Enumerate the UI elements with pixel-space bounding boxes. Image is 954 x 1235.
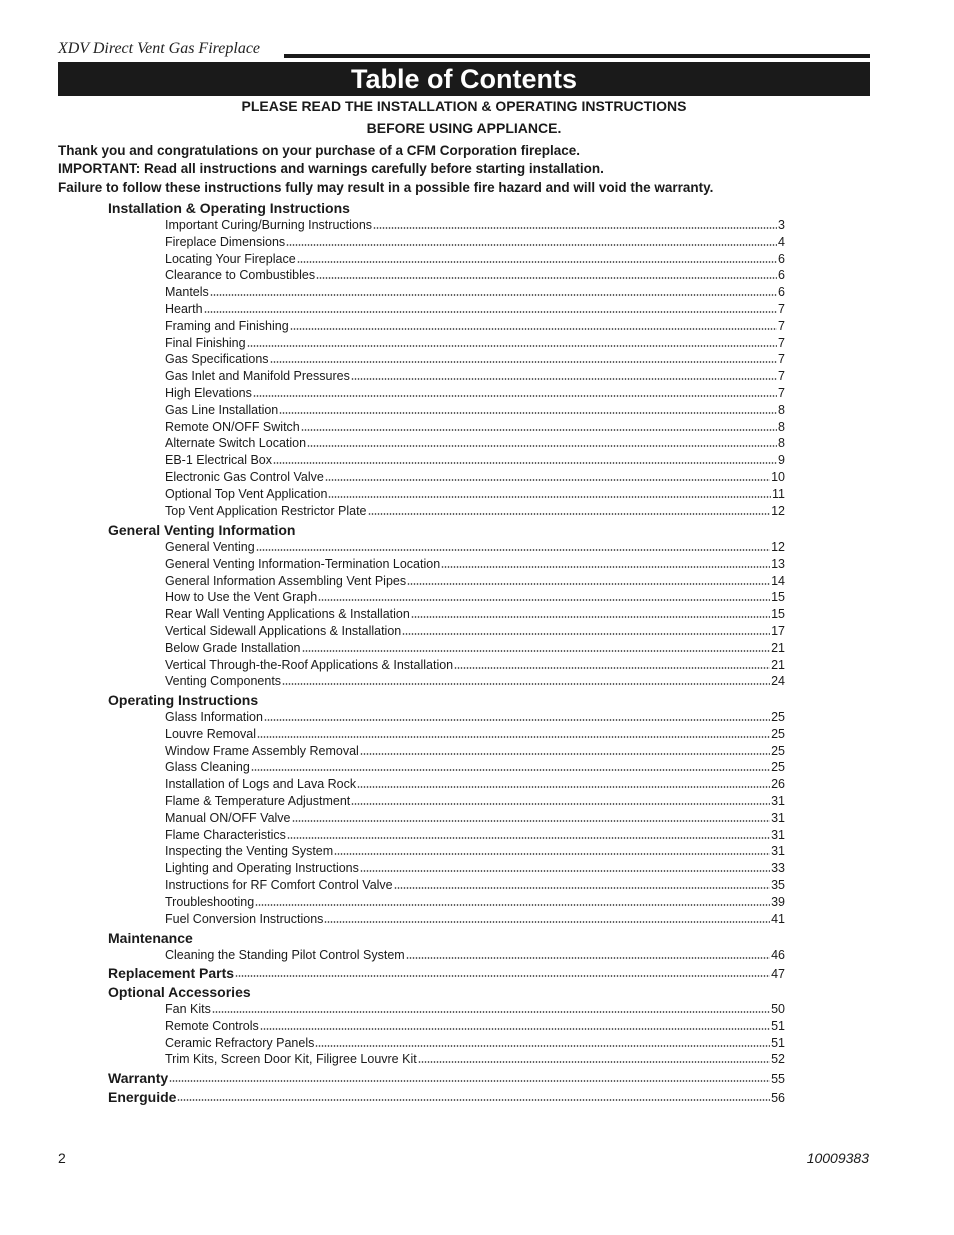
leader-dots — [360, 753, 770, 755]
toc-entry-label: Alternate Switch Location — [165, 436, 307, 451]
toc-entry[interactable] — [165, 402, 785, 418]
toc-entry-label: Fuel Conversion Instructions — [165, 911, 324, 926]
leader-dots — [315, 1045, 770, 1047]
toc-entry-page: 31 — [771, 827, 785, 842]
toc-entry[interactable] — [165, 657, 785, 673]
leader-dots — [394, 887, 770, 889]
leader-dots — [402, 633, 770, 635]
leader-dots — [253, 395, 777, 397]
toc-entry-page: 25 — [771, 710, 785, 724]
toc-entry[interactable] — [165, 368, 785, 384]
leader-dots — [204, 311, 778, 313]
toc-entry-label: EB-1 Electrical Box — [165, 453, 272, 468]
toc-entry-page: 12 — [771, 540, 785, 554]
leader-dots — [318, 599, 770, 601]
toc-entry[interactable] — [165, 503, 785, 519]
toc-entry-page: 7 — [778, 335, 785, 350]
toc-entry-page: 13 — [771, 556, 785, 571]
toc-entry[interactable] — [165, 947, 785, 963]
toc-entry[interactable] — [165, 318, 785, 334]
notice-line-2: BEFORE USING APPLIANCE. — [366, 120, 562, 136]
toc-entry[interactable] — [165, 1001, 785, 1017]
toc-entry-replacement-parts[interactable] — [108, 965, 785, 981]
leader-dots — [302, 650, 771, 652]
toc-entry-label: Cleaning the Standing Pilot Control System — [165, 948, 405, 962]
section-heading-installation: Installation & Operating Instructions — [108, 200, 350, 216]
toc-entry-label: Electronic Gas Control Valve — [165, 470, 324, 484]
document-title: XDV Direct Vent Gas Fireplace — [58, 40, 266, 58]
section-heading-maintenance: Maintenance — [108, 930, 193, 946]
toc-entry-label: Flame & Temperature Adjustment — [165, 794, 351, 808]
header-rule — [284, 54, 870, 58]
page-number: 2 — [58, 1150, 66, 1166]
toc-entry[interactable] — [165, 877, 785, 893]
toc-entry[interactable] — [165, 726, 785, 742]
toc-entry-page: 41 — [771, 911, 785, 926]
toc-entry[interactable] — [165, 623, 785, 639]
leader-dots — [235, 975, 770, 977]
toc-entry-label: Optional Top Vent Application — [165, 486, 328, 501]
toc-entry-page: 3 — [778, 218, 785, 232]
toc-entry-label: Locating Your Fireplace — [165, 251, 296, 266]
toc-entry-label: Flame Characteristics — [165, 827, 286, 842]
toc-entry[interactable] — [165, 556, 785, 572]
leader-dots — [334, 853, 770, 855]
leader-dots — [360, 870, 770, 872]
page-header — [58, 40, 870, 62]
toc-entry[interactable] — [165, 640, 785, 656]
toc-entry-label: Window Frame Assembly Removal — [165, 743, 359, 758]
toc-entry-label: Glass Information — [165, 710, 263, 724]
toc-entry-page: 52 — [771, 1052, 785, 1067]
toc-entry[interactable] — [165, 589, 785, 605]
toc-entry[interactable] — [165, 793, 785, 809]
leader-dots — [325, 479, 770, 481]
leader-dots — [454, 667, 770, 669]
toc-entry-label: Important Curing/Burning Instructions — [165, 218, 373, 232]
leader-dots — [307, 445, 777, 447]
toc-entry[interactable] — [165, 251, 785, 267]
leader-dots — [301, 429, 777, 431]
toc-entry-label: General Information Assembling Vent Pipes — [165, 573, 407, 588]
leader-dots — [210, 294, 777, 296]
toc-title: Table of Contents — [351, 64, 577, 94]
leader-dots — [177, 1099, 770, 1101]
toc-entry-page: 25 — [771, 743, 785, 758]
toc-entry-page: 7 — [778, 318, 785, 333]
toc-entry-page: 6 — [778, 268, 785, 283]
toc-entry[interactable] — [165, 1018, 785, 1034]
leader-dots — [255, 904, 770, 906]
toc-entry-label: Mantels — [165, 285, 209, 300]
toc-entry-label: Gas Specifications — [165, 352, 269, 367]
toc-entry-label: Framing and Finishing — [165, 318, 289, 333]
toc-entry-label: Glass Cleaning — [165, 760, 250, 775]
toc-entry[interactable] — [165, 469, 785, 485]
toc-entry-page: 9 — [778, 453, 785, 468]
leader-dots — [292, 820, 771, 822]
toc-entry[interactable] — [165, 860, 785, 876]
toc-entry[interactable] — [165, 486, 785, 502]
leader-dots — [212, 1011, 770, 1013]
leader-dots — [257, 736, 770, 738]
toc-entry-label: High Elevations — [165, 386, 252, 400]
toc-entry[interactable] — [165, 843, 785, 859]
toc-entry-page: 47 — [771, 967, 785, 981]
toc-entry-energuide[interactable] — [108, 1089, 785, 1105]
toc-entry-page: 8 — [778, 419, 785, 434]
toc-entry[interactable] — [165, 351, 785, 367]
intro-line-3: Failure to follow these instructions fully may result in a possible fire hazard and will void the warranty. — [58, 180, 714, 195]
toc-entry[interactable] — [165, 539, 785, 555]
leader-dots — [406, 957, 770, 959]
toc-entry-page: 21 — [771, 640, 785, 655]
toc-entry[interactable] — [165, 452, 785, 468]
toc-entry[interactable] — [165, 759, 785, 775]
toc-entry-page: 11 — [772, 486, 785, 501]
toc-entry-page: 56 — [771, 1091, 785, 1105]
toc-entry-page: 55 — [771, 1072, 785, 1086]
toc-entry-page: 50 — [771, 1002, 785, 1016]
leader-dots — [441, 566, 770, 568]
toc-entry[interactable] — [165, 673, 785, 689]
toc-entry-label: Ceramic Refractory Panels — [165, 1035, 315, 1050]
document-number: 10009383 — [806, 1150, 869, 1166]
leader-dots — [264, 719, 770, 721]
toc-entry-page: 24 — [771, 674, 785, 689]
leader-dots — [169, 1080, 770, 1082]
toc-entry-page: 46 — [771, 948, 785, 962]
toc-entry-page: 31 — [771, 794, 785, 808]
leader-dots — [247, 345, 777, 347]
toc-entry-page: 7 — [778, 302, 785, 316]
leader-dots — [373, 227, 777, 229]
toc-entry-label: Fan Kits — [165, 1002, 211, 1016]
toc-entry-page: 8 — [778, 436, 785, 451]
toc-entry-page: 26 — [771, 777, 785, 792]
toc-entry-label: Energuide — [108, 1089, 177, 1105]
leader-dots — [251, 769, 770, 771]
toc-entry-label: Troubleshooting — [165, 894, 255, 909]
toc-entry-label: Fireplace Dimensions — [165, 234, 286, 249]
toc-entry[interactable] — [165, 827, 785, 843]
leader-dots — [351, 378, 777, 380]
toc-entry-label: Vertical Sidewall Applications & Installation — [165, 624, 402, 638]
toc-entry-label: Installation of Logs and Lava Rock — [165, 777, 357, 792]
toc-entry[interactable] — [165, 709, 785, 725]
toc-entry-page: 17 — [771, 624, 785, 638]
intro-line-1: Thank you and congratulations on your purchase of a CFM Corporation fireplace. — [58, 143, 581, 158]
leader-dots — [357, 786, 770, 788]
toc-entry[interactable] — [165, 894, 785, 910]
toc-entry[interactable] — [165, 606, 785, 622]
leader-dots — [279, 412, 777, 414]
toc-entry-page: 33 — [771, 861, 785, 876]
intro-line-2: IMPORTANT: Read all instructions and warnings carefully before starting installation. — [58, 161, 604, 176]
toc-entry[interactable] — [165, 217, 785, 233]
toc-entry[interactable] — [165, 284, 785, 300]
leader-dots — [286, 244, 777, 246]
leader-dots — [256, 549, 770, 551]
toc-entry-label: Top Vent Application Restrictor Plate — [165, 503, 367, 518]
leader-dots — [368, 513, 771, 515]
leader-dots — [351, 803, 770, 805]
toc-entry-page: 21 — [771, 657, 785, 672]
toc-entry-label: Inspecting the Venting System — [165, 844, 334, 859]
toc-entry-page: 31 — [771, 810, 785, 825]
toc-entry[interactable] — [165, 267, 785, 283]
toc-entry[interactable] — [165, 1051, 785, 1067]
toc-entry-label: Replacement Parts — [108, 965, 235, 981]
toc-entry-label: Warranty — [108, 1070, 169, 1086]
toc-entry-label: Remote ON/OFF Switch — [165, 419, 300, 434]
toc-entry-label: Trim Kits, Screen Door Kit, Filigree Louvre Kit — [165, 1052, 417, 1067]
toc-entry-label: General Venting — [165, 540, 255, 554]
leader-dots — [273, 462, 777, 464]
toc-entry-label: Lighting and Operating Instructions — [165, 861, 359, 876]
toc-entry-label: General Venting Information-Termination Location — [165, 556, 441, 571]
leader-dots — [282, 683, 770, 685]
toc-entry-page: 7 — [778, 369, 785, 384]
toc-entry-label: Vertical Through-the-Roof Applications & Installation — [165, 657, 454, 672]
leader-dots — [270, 361, 778, 363]
toc-entry-warranty[interactable] — [108, 1070, 785, 1086]
toc-entry[interactable] — [165, 573, 785, 589]
leader-dots — [418, 1061, 770, 1063]
toc-entry-page: 7 — [778, 386, 785, 400]
toc-banner — [58, 62, 870, 96]
leader-dots — [407, 583, 770, 585]
toc-entry-page: 35 — [771, 878, 785, 892]
leader-dots — [287, 837, 770, 839]
leader-dots — [324, 921, 770, 923]
toc-entry-label: Venting Components — [165, 674, 282, 689]
toc-entry-page: 6 — [778, 251, 785, 266]
toc-entry-page: 15 — [771, 590, 785, 605]
leader-dots — [290, 328, 777, 330]
toc-entry[interactable] — [165, 234, 785, 250]
leader-dots — [328, 496, 771, 498]
toc-entry-page: 12 — [771, 503, 785, 518]
toc-entry[interactable] — [165, 385, 785, 401]
leader-dots — [316, 277, 777, 279]
leader-dots — [297, 261, 777, 263]
toc-entry[interactable] — [165, 776, 785, 792]
section-heading-operating: Operating Instructions — [108, 692, 259, 708]
toc-entry-label: Remote Controls — [165, 1018, 259, 1033]
toc-entry-label: Final Finishing — [165, 335, 246, 350]
leader-dots — [411, 616, 770, 618]
toc-entry-label: Hearth — [165, 302, 203, 316]
section-heading-accessories: Optional Accessories — [108, 984, 251, 1000]
toc-entry-page: 4 — [778, 234, 785, 249]
section-heading-venting: General Venting Information — [108, 522, 296, 538]
leader-dots — [260, 1028, 770, 1030]
toc-entry-page: 14 — [771, 573, 785, 588]
toc-entry[interactable] — [165, 419, 785, 435]
toc-entry[interactable] — [165, 435, 785, 451]
toc-entry-label: Rear Wall Venting Applications & Installation — [165, 607, 410, 622]
toc-entry-page: 6 — [778, 285, 785, 300]
toc-entry-page: 39 — [771, 894, 785, 909]
toc-entry-label: Gas Line Installation — [165, 402, 279, 417]
toc-entry-label: Manual ON/OFF Valve — [165, 810, 291, 825]
toc-entry[interactable] — [165, 301, 785, 317]
toc-entry-page: 7 — [778, 352, 785, 367]
toc-entry-page: 15 — [771, 607, 785, 622]
toc-entry-page: 10 — [771, 470, 785, 484]
toc-entry[interactable] — [165, 911, 785, 927]
toc-entry[interactable] — [165, 1035, 785, 1051]
toc-entry-page: 31 — [771, 844, 785, 859]
notice-line-1: PLEASE READ THE INSTALLATION & OPERATING INSTRUCTIONS — [241, 98, 687, 114]
toc-entry-label: Gas Inlet and Manifold Pressures — [165, 369, 350, 384]
toc-entry-label: Louvre Removal — [165, 726, 257, 741]
toc-entry-page: 51 — [771, 1035, 785, 1050]
toc-entry-page: 8 — [778, 402, 785, 417]
toc-entry[interactable] — [165, 810, 785, 826]
toc-entry-page: 51 — [771, 1018, 785, 1033]
toc-entry-label: Instructions for RF Comfort Control Valve — [165, 878, 393, 892]
toc-entry-label: Below Grade Installation — [165, 640, 301, 655]
toc-entry-page: 25 — [771, 726, 785, 741]
toc-entry-label: How to Use the Vent Graph — [165, 590, 318, 605]
toc-entry-label: Clearance to Combustibles — [165, 268, 316, 283]
toc-entry[interactable] — [165, 335, 785, 351]
toc-entry[interactable] — [165, 743, 785, 759]
toc-entry-page: 25 — [771, 760, 785, 775]
